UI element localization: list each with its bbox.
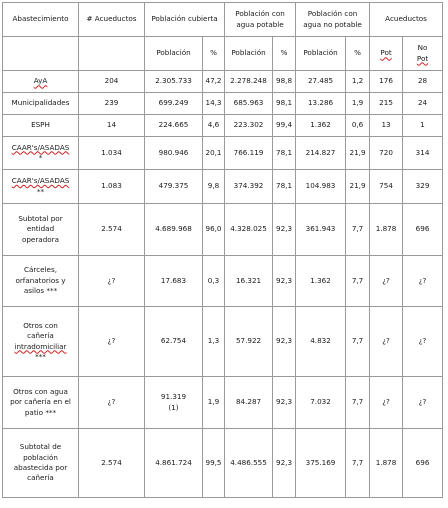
cell-pct: 1,3 (203, 307, 225, 377)
cell-pct: 14,3 (203, 93, 225, 115)
cell-poblacion-potable: 766.119 (225, 137, 273, 170)
table-row (3, 307, 443, 377)
cell-pot: ¿? (370, 256, 403, 307)
cell-pct-no-potable: 21,9 (346, 170, 370, 204)
header-poblacion-no-potable: Población con agua no potable (296, 3, 370, 37)
cell-poblacion-potable: 2.278.248 (225, 71, 273, 93)
cell-pct: 96,0 (203, 204, 225, 256)
cell-pct-no-potable: 1,9 (346, 93, 370, 115)
cell-acueductos: ¿? (79, 256, 145, 307)
cell-pct: 1,9 (203, 377, 225, 429)
cell-pot: ¿? (370, 307, 403, 377)
cell-pot: 1.878 (370, 204, 403, 256)
subheader-no-pot (403, 37, 443, 71)
subheader-pot (370, 37, 403, 71)
subheader-no-pot-line-1: No (417, 43, 428, 53)
table-row (3, 71, 443, 93)
subheader-empty (3, 37, 79, 71)
cell-no-pot: 24 (403, 93, 443, 115)
cell-acueductos: 1.034 (79, 137, 145, 170)
header-num-acueductos: # Acueductos (79, 3, 145, 37)
cell-poblacion: 91.319 (1) (145, 377, 203, 429)
table-row (3, 429, 443, 498)
cell-pct-no-potable: 1,2 (346, 71, 370, 93)
cell-poblacion: 699.249 (145, 93, 203, 115)
row-label-line-2: ** (36, 186, 45, 196)
cell-pct-potable: 92,3 (273, 429, 296, 498)
cell-poblacion-no-potable: 361.943 (296, 204, 346, 256)
row-label: Cárceles, orfanatorios y asilos *** (3, 256, 79, 307)
cell-acueductos: 2.574 (79, 429, 145, 498)
cell-pct-potable: 78,1 (273, 170, 296, 204)
header-poblacion-cubierta: Población cubierta (145, 3, 225, 37)
row-label (3, 71, 79, 93)
cell-pct: 20,1 (203, 137, 225, 170)
cell-poblacion-no-potable: 1.362 (296, 115, 346, 137)
subheader-pot-text: Pot (380, 48, 392, 58)
cell-no-pot: 1 (403, 115, 443, 137)
cell-pct-potable: 92,3 (273, 377, 296, 429)
cell-acueductos: 204 (79, 71, 145, 93)
cell-no-pot: 696 (403, 429, 443, 498)
table-row (3, 93, 443, 115)
row-label-line-1: CAAR's/ASADAS (11, 142, 70, 152)
cell-poblacion: 4.861.724 (145, 429, 203, 498)
table-row (3, 170, 443, 204)
row-label: ESPH (3, 115, 79, 137)
cell-pot: 720 (370, 137, 403, 170)
table-row (3, 377, 443, 429)
header-poblacion-agua-potable: Población con agua potable (225, 3, 296, 37)
table-row (3, 204, 443, 256)
cell-poblacion-potable: 223.302 (225, 115, 273, 137)
subheader-pct: % (273, 37, 296, 71)
cell-acueductos: 14 (79, 115, 145, 137)
cell-pot: ¿? (370, 377, 403, 429)
cell-pct-no-potable: 21,9 (346, 137, 370, 170)
subheader-poblacion: Población (296, 37, 346, 71)
header-acueductos: Acueductos (370, 3, 443, 37)
cell-pct-no-potable: 7,7 (346, 429, 370, 498)
cell-poblacion: 17.683 (145, 256, 203, 307)
cell-acueductos: ¿? (79, 307, 145, 377)
cell-pct-potable: 98,1 (273, 93, 296, 115)
subheader-poblacion: Población (225, 37, 273, 71)
cell-pct-potable: 92,3 (273, 307, 296, 377)
cell-poblacion-no-potable: 27.485 (296, 71, 346, 93)
cell-pot: 1.878 (370, 429, 403, 498)
cell-pct: 0,3 (203, 256, 225, 307)
cell-poblacion-potable: 4.486.555 (225, 429, 273, 498)
cell-poblacion-potable: 4.328.025 (225, 204, 273, 256)
cell-pot: 13 (370, 115, 403, 137)
row-label: Municipalidades (3, 93, 79, 115)
cell-pct-no-potable: 7,7 (346, 256, 370, 307)
cell-no-pot: ¿? (403, 256, 443, 307)
cell-poblacion-no-potable: 7.032 (296, 377, 346, 429)
table-row (3, 137, 443, 170)
subheader-empty (79, 37, 145, 71)
row-label (3, 170, 79, 204)
row-label: Subtotal por entidad operadora (3, 204, 79, 256)
cell-pct-potable: 92,3 (273, 204, 296, 256)
cell-pct-no-potable: 7,7 (346, 307, 370, 377)
cell-pct-no-potable: 7,7 (346, 377, 370, 429)
cell-no-pot: ¿? (403, 377, 443, 429)
cell-pct-no-potable: 7,7 (346, 204, 370, 256)
cell-pct-potable: 92,3 (273, 256, 296, 307)
cell-acueductos: 1.083 (79, 170, 145, 204)
cell-poblacion-no-potable: 1.362 (296, 256, 346, 307)
row-label: Otros con agua por cañería en el patio *** (3, 377, 79, 429)
cell-poblacion: 479.375 (145, 170, 203, 204)
cell-poblacion: 224.665 (145, 115, 203, 137)
cell-no-pot: 314 (403, 137, 443, 170)
cell-pot: 176 (370, 71, 403, 93)
cell-poblacion: 4.689.968 (145, 204, 203, 256)
cell-pct: 99,5 (203, 429, 225, 498)
cell-pct: 4,6 (203, 115, 225, 137)
cell-pct-potable: 98,8 (273, 71, 296, 93)
row-label-text: AyA (33, 76, 48, 86)
cell-pot: 215 (370, 93, 403, 115)
cell-acueductos: 239 (79, 93, 145, 115)
table-row (3, 256, 443, 307)
cell-poblacion: 62.754 (145, 307, 203, 377)
header-abastecimiento: Abastecimiento (3, 3, 79, 37)
cell-poblacion-no-potable: 375.169 (296, 429, 346, 498)
cell-poblacion-no-potable: 214.827 (296, 137, 346, 170)
subheader-pct: % (346, 37, 370, 71)
row-label: Otros con cañería intradomiciliar *** (3, 307, 79, 377)
cell-pct-potable: 99,4 (273, 115, 296, 137)
cell-no-pot: ¿? (403, 307, 443, 377)
cell-poblacion: 980.946 (145, 137, 203, 170)
cell-poblacion-potable: 84.287 (225, 377, 273, 429)
cell-no-pot: 28 (403, 71, 443, 93)
cell-acueductos: ¿? (79, 377, 145, 429)
cell-pct: 47,2 (203, 71, 225, 93)
cell-poblacion-no-potable: 104.983 (296, 170, 346, 204)
subheader-poblacion: Población (145, 37, 203, 71)
water-supply-table (2, 2, 443, 498)
cell-pot: 754 (370, 170, 403, 204)
subheader-no-pot-line-2: Pot (416, 53, 429, 63)
cell-poblacion-potable: 685.963 (225, 93, 273, 115)
cell-poblacion-no-potable: 4.832 (296, 307, 346, 377)
cell-pct-no-potable: 0,6 (346, 115, 370, 137)
cell-pct: 9,8 (203, 170, 225, 204)
row-label (3, 137, 79, 170)
cell-pct-potable: 78,1 (273, 137, 296, 170)
cell-poblacion-no-potable: 13.286 (296, 93, 346, 115)
row-label-line-1: CAAR's/ASADAS (11, 176, 70, 186)
cell-no-pot: 696 (403, 204, 443, 256)
cell-poblacion-potable: 374.392 (225, 170, 273, 204)
cell-poblacion-potable: 57.922 (225, 307, 273, 377)
cell-poblacion-potable: 16.321 (225, 256, 273, 307)
table-row (3, 115, 443, 137)
cell-acueductos: 2.574 (79, 204, 145, 256)
row-label-line-2: * (38, 153, 43, 162)
cell-poblacion: 2.305.733 (145, 71, 203, 93)
row-label: Subtotal de población abastecida por cañería (3, 429, 79, 498)
subheader-pct: % (203, 37, 225, 71)
cell-no-pot: 329 (403, 170, 443, 204)
